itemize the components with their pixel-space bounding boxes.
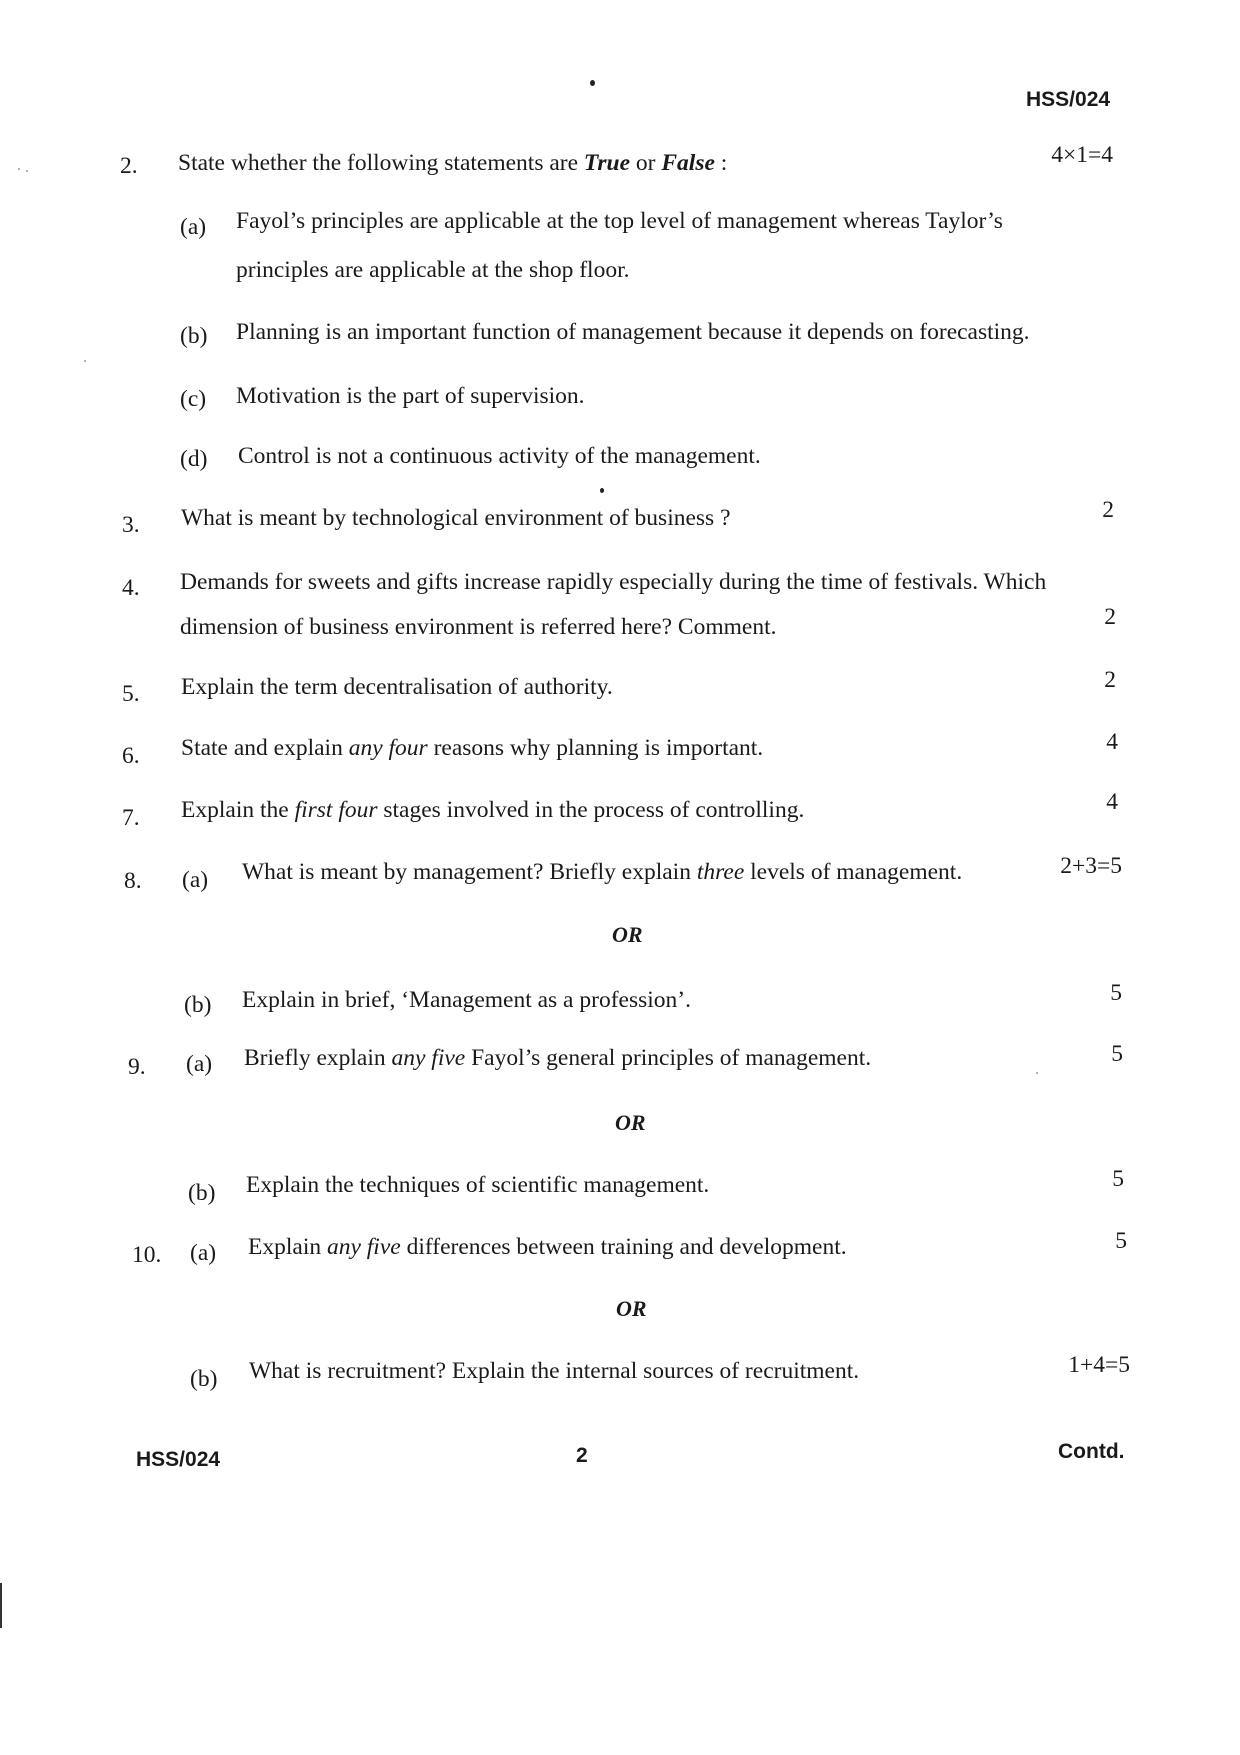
q2d-text: Control is not a continuous activity of the management. [238,443,761,469]
q10-or-divider: OR [616,1296,647,1321]
q2d-label: (d) [180,446,208,472]
q7-text [181,795,804,825]
q7-text-before: Explain the [181,797,295,823]
q5-text: Explain the term decentralisation of authority. [181,674,613,700]
q9a-text-before: Briefly explain [244,1045,392,1071]
q2-text [178,148,727,178]
q2c-label: (c) [180,386,207,412]
footer-paper-code: HSS/024 [136,1448,221,1471]
header-paper-code: HSS/024 [1026,88,1111,111]
q10a-label: (a) [190,1240,217,1266]
q2-text-before: State whether the following statements are [178,150,584,176]
q8b-text: Explain in brief, ‘Management as a profession’. [242,987,691,1013]
q10b-label: (b) [190,1366,218,1392]
q6-emphasis: any four [348,735,428,761]
q2b-text: Planning is an important function of management because it depends on forecasting. [236,319,1030,345]
q4-number: 4. [122,575,140,601]
q5-number: 5. [122,681,140,707]
scan-edge-mark [0,1583,2,1628]
q9b-marks: 5 [1112,1166,1124,1192]
q10a-text-after: differences between training and development. [400,1234,847,1260]
q10a-text-before: Explain [248,1234,327,1260]
q2a-line2: principles are applicable at the shop floor. [236,257,630,283]
q5-marks: 2 [1104,667,1116,693]
scan-speck [1036,1072,1038,1074]
scan-speck [18,168,20,170]
q3-number: 3. [122,512,140,538]
q2-text-after: : [714,150,728,176]
q2b-label: (b) [180,323,208,349]
q2-marks: 4×1=4 [1051,142,1113,168]
q8b-label: (b) [184,992,212,1018]
q8a-text-before: What is meant by management? Briefly explain [242,859,697,885]
footer-page-number: 2 [576,1444,588,1467]
q4-marks: 2 [1104,604,1116,630]
q6-text [181,733,763,763]
q9b-text: Explain the techniques of scientific management. [246,1172,710,1198]
q4-line2: dimension of business environment is referred here? Comment. [180,614,777,640]
q10-number: 10. [132,1242,162,1268]
q6-text-after: reasons why planning is important. [427,735,764,761]
q4-line1: Demands for sweets and gifts increase rapidly especially during the time of festivals. Which [180,569,1047,595]
q2-true-word: True [583,150,631,176]
q9a-marks: 5 [1111,1041,1123,1067]
q7-number: 7. [122,805,140,831]
q2c-text: Motivation is the part of supervision. [236,383,585,409]
q8a-text-after: levels of management. [744,859,963,885]
q8b-marks: 5 [1110,980,1122,1006]
q8-or-divider: OR [612,922,643,947]
q10b-marks: 1+4=5 [1068,1352,1130,1378]
q2-or-word: or [630,150,662,176]
q8-number: 8. [124,868,142,894]
q9a-emphasis: any five [391,1045,466,1071]
q2a-line1: Fayol’s principles are applicable at the top level of management whereas Taylor’s [236,208,1003,234]
q10b-text: What is recruitment? Explain the internal sources of recruitment. [249,1358,860,1384]
q6-text-before: State and explain [181,735,349,761]
footer-contd: Contd. [1058,1440,1125,1463]
q3-text: What is meant by technological environment of business ? [181,505,731,531]
scan-speck [590,80,595,86]
q2-number: 2. [120,153,138,179]
q8a-emphasis: three [696,859,745,885]
q3-marks: 2 [1102,497,1114,523]
q9a-label: (a) [186,1051,213,1077]
q7-emphasis: first four [294,797,378,823]
q9a-text [244,1043,871,1073]
q7-marks: 4 [1106,789,1118,815]
q10a-marks: 5 [1115,1228,1127,1254]
q6-number: 6. [122,743,140,769]
scan-speck [26,170,28,172]
q8a-text [242,857,962,887]
q2-false-word: False [661,150,715,176]
q6-marks: 4 [1106,729,1118,755]
q8a-label: (a) [182,867,209,893]
q10a-emphasis: any five [326,1234,401,1260]
q2a-label: (a) [180,214,207,240]
q9b-label: (b) [188,1180,216,1206]
scan-speck [600,488,604,493]
q9-number: 9. [128,1054,146,1080]
q8a-marks: 2+3=5 [1060,853,1122,879]
scan-speck [84,360,86,362]
q7-text-after: stages involved in the process of controlling. [377,797,805,823]
q9-or-divider: OR [615,1110,646,1135]
q9a-text-after: Fayol’s general principles of management. [465,1045,872,1071]
q10a-text [248,1232,847,1262]
